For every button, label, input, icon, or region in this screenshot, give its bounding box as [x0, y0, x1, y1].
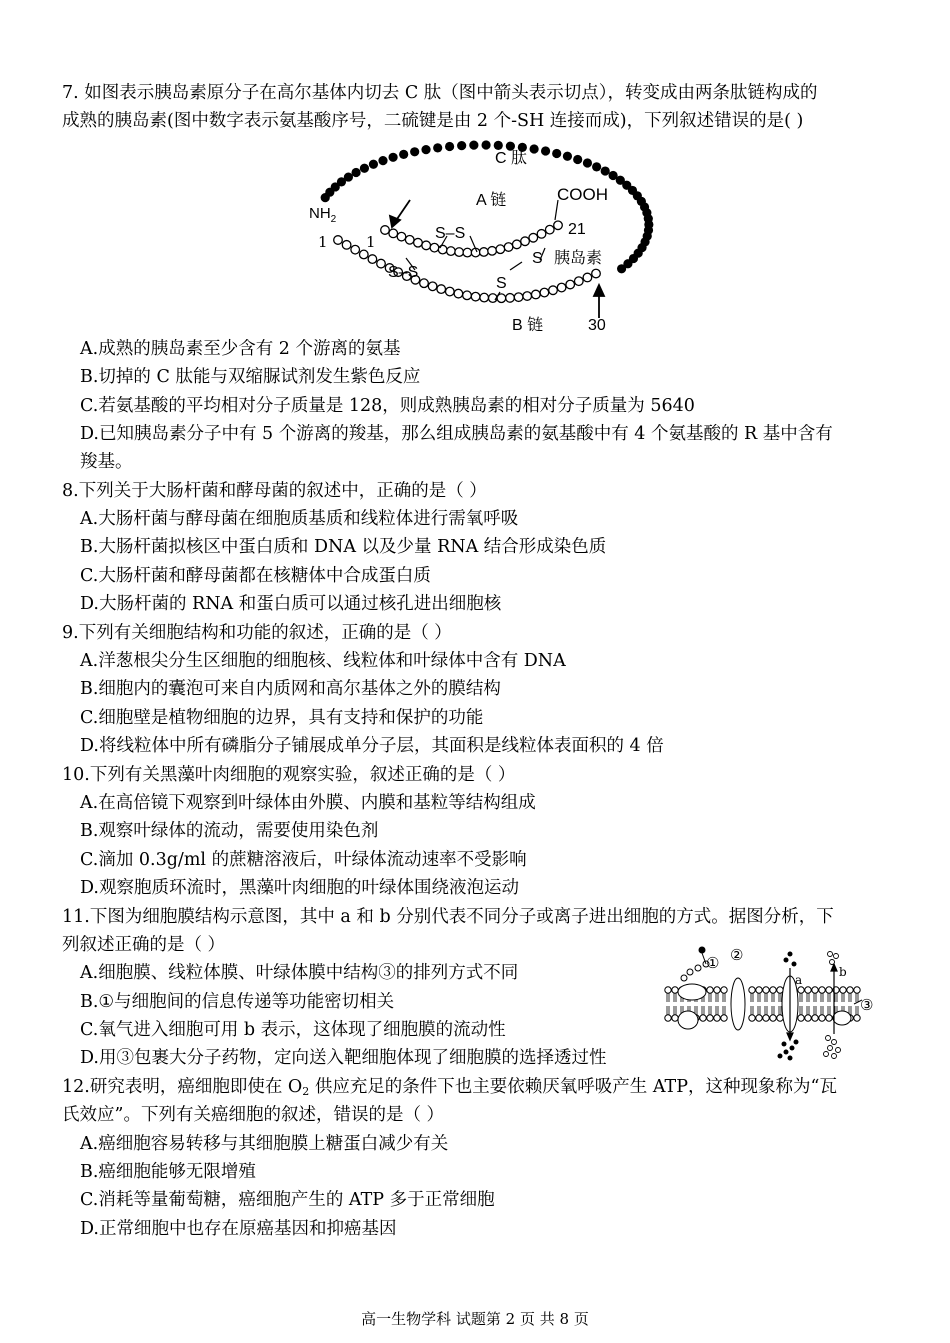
- membrane-protein-2: [678, 1011, 698, 1029]
- q8-option-b: B.大肠杆菌拟核区中蛋白质和 DNA 以及少量 RNA 结合形成染色质: [80, 537, 607, 557]
- sulfur-1: S: [532, 250, 543, 267]
- q12-option-a: A.癌细胞容易转移与其细胞膜上糖蛋白减少有关: [80, 1134, 449, 1154]
- membrane-figure: [662, 938, 882, 1066]
- q11-option-c: C.氧气进入细胞可用 b 表示，这体现了细胞膜的流动性: [80, 1020, 506, 1040]
- q11-stem-line2: 列叙述正确的是（ ）: [62, 935, 226, 955]
- q8-option-c: C.大肠杆菌和酵母菌都在核糖体中合成蛋白质: [80, 566, 431, 586]
- q7-option-d-cont: 羧基。: [80, 452, 133, 472]
- q7-option-a: A.成熟的胰岛素至少含有 2 个游离的氨基: [80, 339, 401, 359]
- membrane-protein-3: [731, 978, 745, 1030]
- insulin-label: 胰岛素: [554, 250, 603, 267]
- cut-arrow-1: [390, 200, 410, 227]
- a-chain-label: A 链: [476, 192, 507, 209]
- b-chain-label: B 链: [512, 317, 544, 334]
- q10-option-a: A.在高倍镜下观察到叶绿体由外膜、内膜和基粒等结构组成: [80, 793, 536, 813]
- number-21: 21: [568, 221, 586, 238]
- insulin-figure: [300, 130, 670, 340]
- membrane-protein-1: [678, 984, 706, 1000]
- number-30: 30: [588, 317, 606, 334]
- q12-option-d: D.正常细胞中也存在原癌基因和抑癌基因: [80, 1219, 397, 1239]
- q7-stem-line2: 成熟的胰岛素(图中数字表示氨基酸序号，二硫键是由 2 个-SH 连接而成)，下列叙述错误的是( ): [62, 111, 804, 131]
- q11-option-d: D.用③包裹大分子药物，定向送入靶细胞体现了细胞膜的选择透过性: [80, 1048, 607, 1068]
- q9-option-a: A.洋葱根尖分生区细胞的细胞核、线粒体和叶绿体中含有 DNA: [80, 651, 566, 671]
- q9-stem: 9.下列有关细胞结构和功能的叙述，正确的是（ ）: [62, 623, 452, 643]
- q11-option-a: A.细胞膜、线粒体膜、叶绿体膜中结构③的排列方式不同: [80, 963, 519, 983]
- q7-option-c: C.若氨基酸的平均相对分子质量是 128，则成熟胰岛素的相对分子质量为 5640: [80, 396, 695, 416]
- label-3: ③: [860, 996, 874, 1014]
- c-peptide-label: C 肽: [495, 150, 528, 167]
- q9-option-c: C.细胞壁是植物细胞的边界，具有支持和保护的功能: [80, 708, 484, 728]
- label-b: b: [839, 965, 847, 979]
- q7-stem-line1: 7. 如图表示胰岛素原分子在高尔基体内切去 C 肽（图中箭头表示切点），转变成由两条肽链构成的: [62, 83, 818, 103]
- glycoprotein-chain: [681, 947, 709, 981]
- q8-stem: 8.下列关于大肠杆菌和酵母菌的叙述中，正确的是（ ）: [62, 481, 487, 501]
- q10-option-d: D.观察胞质环流时，黑藻叶肉细胞的叶绿体围绕液泡运动: [80, 878, 519, 898]
- label-1: ①: [706, 954, 720, 972]
- disulfide-1: S–S: [435, 225, 466, 242]
- q11-stem-line1: 11.下图为细胞膜结构示意图，其中 a 和 b 分别代表不同分子或离子进出细胞的方式。据图分析，下: [62, 907, 834, 927]
- q10-option-c: C.滴加 0.3g/ml 的蔗糖溶液后，叶绿体流动速率不受影响: [80, 850, 527, 870]
- q8-option-a: A.大肠杆菌与酵母菌在细胞质基质和线粒体进行需氧呼吸: [80, 509, 519, 529]
- membrane-protein-4: [833, 1011, 851, 1025]
- q7-option-d: D.已知胰岛素分子中有 5 个游离的羧基，那么组成胰岛素的氨基酸中有 4 个氨基酸的 R 基中含有: [80, 424, 833, 444]
- q7-option-b: B.切掉的 C 肽能与双缩脲试剂发生紫色反应: [80, 367, 421, 387]
- label-a: a: [795, 973, 803, 987]
- sulfur-2: S: [496, 275, 507, 292]
- nh2-label: $NH_2$: [309, 205, 337, 225]
- disulfide-2: S–S: [388, 264, 419, 281]
- q9-option-b: B.细胞内的囊泡可来自内质网和高尔基体之外的膜结构: [80, 679, 501, 699]
- q12-option-c: C.消耗等量葡萄糖，癌细胞产生的 ATP 多于正常细胞: [80, 1190, 495, 1210]
- cooh-label: COOH: [557, 185, 608, 204]
- q12-stem-line1: 12.研究表明，癌细胞即使在 $O_2$ 供应充足的条件下也主要依赖厌氧呼吸产生 ATP，这种现象称为“瓦: [62, 1077, 837, 1098]
- q12-stem-line2: 氏效应”。下列有关癌细胞的叙述，错误的是（ ）: [62, 1105, 445, 1125]
- q10-stem: 10.下列有关黑藻叶肉细胞的观察实验，叙述正确的是（ ）: [62, 765, 516, 785]
- number-1-b: 1: [318, 233, 328, 251]
- q11-option-b: B.①与细胞间的信息传递等功能密切相关: [80, 992, 395, 1012]
- cut-arrow-2: [594, 285, 604, 318]
- q12-option-b: B.癌细胞能够无限增殖: [80, 1162, 256, 1182]
- q10-option-b: B.观察叶绿体的流动，需要使用染色剂: [80, 821, 379, 841]
- number-1-a: 1: [366, 233, 376, 251]
- label-2: ②: [730, 946, 744, 964]
- q8-option-d: D.大肠杆菌的 RNA 和蛋白质可以通过核孔进出细胞核: [80, 594, 502, 614]
- q9-option-d: D.将线粒体中所有磷脂分子铺展成单分子层，其面积是线粒体表面积的 4 倍: [80, 736, 664, 756]
- page-footer: 高一生物学科 试题第 2 页 共 8 页: [361, 1310, 589, 1328]
